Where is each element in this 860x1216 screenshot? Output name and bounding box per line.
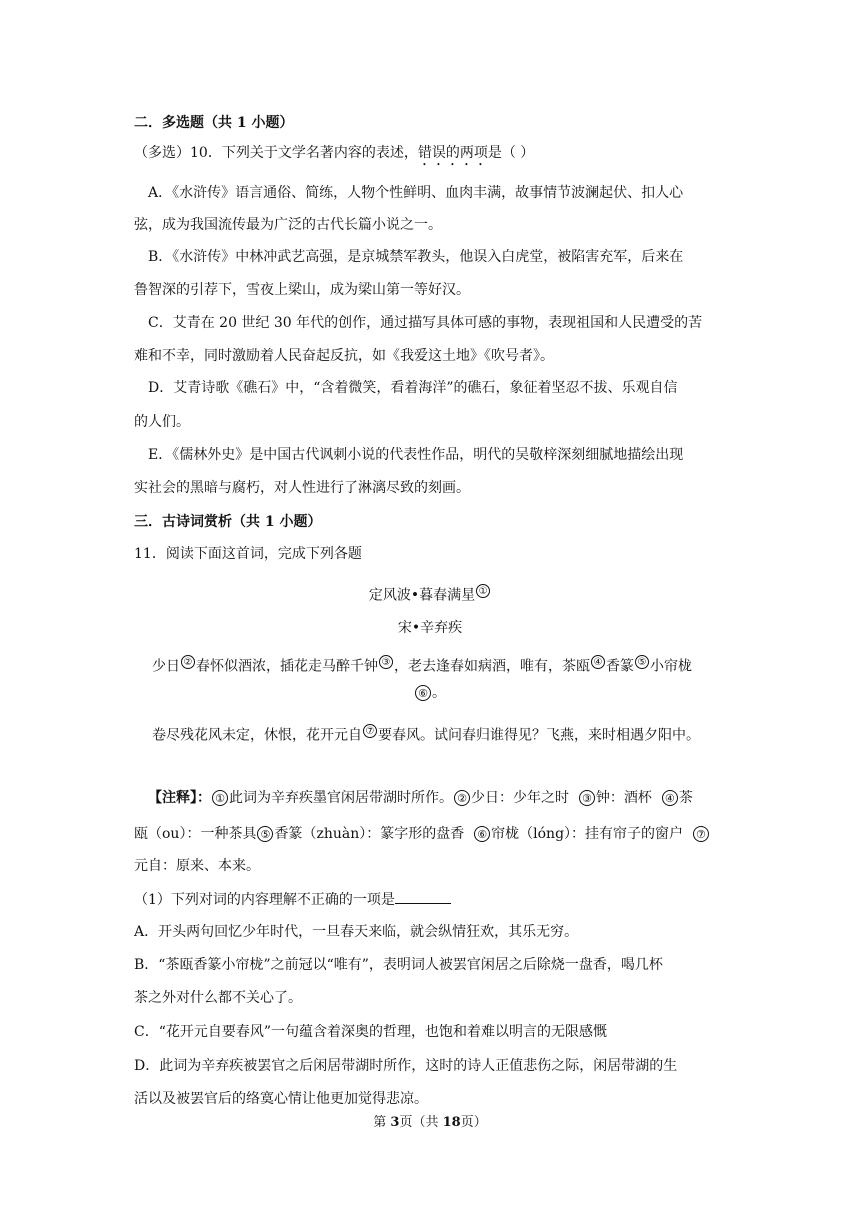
note-4-text-start: 茶 (678, 790, 693, 806)
poem-line-1-period: 。 (432, 685, 446, 701)
notes-label: 【注释】： (148, 790, 211, 806)
option-e-line2: 实社会的黑暗与腐朽，对人性进行了淋漓尽致的刻画。 (134, 480, 470, 496)
poem-line-1 (152, 651, 692, 677)
notes-line-2 (134, 824, 710, 844)
poem-line-1-d: 香篆 (606, 658, 634, 675)
note-2-text: 少日：少年之时 (471, 790, 569, 806)
question-10-stem-suffix: 是（ ） (487, 145, 535, 161)
option-a-line1: A．《水浒传》语言通俗、简练，人物个性鲜明、血肉丰满，故事情节波澜起伏、扣人心 (148, 185, 684, 201)
note-3-text: 钟：酒杯 (595, 790, 652, 806)
option-e-line1: E．《儒林外史》是中国古代讽刺小说的代表性作品，明代的吴敬梓深刻细腻地描绘出现 (148, 447, 684, 463)
note-marker-5: ⑤ (635, 655, 649, 669)
sub1-option-c: C．“花开元自要春风”一句蕴含着深奥的哲理，也饱和着难以明言的无限感慨 (134, 1024, 608, 1040)
question-11-stem: 11．阅读下面这首词，完成下列各题 (134, 546, 362, 562)
note-6-text: 帘栊（lóng）：挂有帘子的窗户 (491, 826, 684, 842)
poem-line-2-a: 卷尽残花风未定，休恨，花开元自 (152, 727, 362, 744)
poem-title (0, 580, 860, 606)
option-a-line2: 弦，成为我国流传最为广泛的古代长篇小说之一。 (134, 217, 442, 233)
sub1-option-b-line1: B．“茶瓯香篆小帘栊”之前冠以“唯有”，表明词人被罢官闲居之后除烧一盘香，喝几杯 (134, 957, 663, 973)
note-5-text: 香篆（zhuàn）：篆字形的盘香 (274, 826, 465, 842)
notes-marker-5: ⑤ (257, 826, 273, 842)
poem-line-1-c: ，老去逢春如病酒，唯有，茶瓯 (394, 658, 590, 675)
question-10-stem (134, 143, 534, 169)
option-d-line1: D．艾青诗歌《礁石》中，“含着微笑，看着海洋”的礁石，象征着坚忍不拔、乐观自信 (148, 380, 678, 396)
notes-line-3: 元自：原来、本来。 (134, 858, 260, 874)
sub1-option-b-line2: 茶之外对什么都不关心了。 (134, 990, 302, 1006)
notes-marker-7: ⑦ (693, 826, 709, 842)
option-b-line2: 鲁智深的引荐下，雪夜上梁山，成为梁山第一等好汉。 (134, 282, 470, 298)
footer-middle: 页（共 (399, 1115, 443, 1130)
poem-author: 宋•辛弃疾 (397, 620, 463, 636)
answer-blank[interactable] (395, 889, 451, 904)
notes-marker-6: ⑥ (474, 826, 490, 842)
notes-marker-1: ① (212, 790, 228, 806)
note-marker-7: ⑦ (363, 724, 377, 738)
notes-line-1 (148, 788, 693, 808)
section-heading-poetry: 三．古诗词赏析（共 1 小题） (134, 514, 322, 530)
poem-line-1-e: 小帘栊 (650, 658, 692, 675)
notes-marker-4: ④ (662, 790, 678, 806)
option-b-line1: B．《水浒传》中林冲武艺高强，是京城禁军教头，他误入白虎堂，被陷害充军，后来在 (148, 249, 684, 265)
option-d-line2: 的人们。 (134, 414, 190, 430)
footer-total-pages: 18 (442, 1115, 461, 1130)
poem-line-2 (152, 720, 700, 746)
sub1-option-a: A．开头两句回忆少年时代，一旦春天来临，就会纵情狂欢，其乐无穷。 (134, 924, 579, 940)
option-c-line1: C．艾青在 20 世纪 30 年代的创作，通过描写具体可感的事物，表现祖国和人民遭受的苦 (148, 315, 703, 331)
note-marker-2: ② (181, 655, 195, 669)
notes-marker-3: ③ (579, 790, 595, 806)
poem-line-1-a: 少日 (152, 658, 180, 675)
sub1-option-d-line2: 活以及被罢官后的络寞心情让他更加觉得悲凉。 (134, 1091, 428, 1107)
poem-line-1-end (0, 683, 860, 703)
poem-title-text: 定风波•暮春满星 (368, 587, 476, 604)
note-marker-6: ⑥ (415, 685, 431, 701)
footer-suffix: 页） (460, 1115, 487, 1130)
note-marker-1: ① (476, 584, 490, 598)
option-c-line2: 难和不幸，同时激励着人民奋起反抗，如《我爱这土地》《吹号者》。 (134, 348, 554, 364)
question-10-emphasis: 错误的两项 (417, 145, 488, 161)
note-marker-3: ③ (379, 655, 393, 669)
note-4-text-end: 瓯（ou）：一种茶具 (134, 826, 257, 842)
sub1-option-d-line1: D．此词为辛弃疾被罢官之后闲居带湖时所作，这时的诗人正值悲伤之际，闲居带湖的生 (134, 1058, 678, 1074)
question-10-stem-prefix: （多选）10．下列关于文学名著内容的表述， (134, 145, 418, 161)
footer-prefix: 第 (373, 1115, 391, 1130)
note-1-text: 此词为辛弃疾墨官闲居带湖时所作。 (229, 790, 453, 806)
poem-line-1-b: 春怀似酒浓，插花走马醉千钟 (196, 658, 378, 675)
footer-page-number: 3 (390, 1115, 400, 1130)
page-footer (0, 1111, 860, 1130)
notes-marker-2: ② (454, 790, 470, 806)
note-marker-4: ④ (591, 655, 605, 669)
sub-question-1-text: （1）下列对词的内容理解不正确的一项是 (134, 892, 395, 908)
poem-line-2-b: 要春风。试问春归谁得见？飞燕，来时相遇夕阳中。 (378, 727, 700, 744)
sub-question-1-stem (134, 889, 451, 910)
section-heading-multiple-choice: 二．多选题（共 1 小题） (134, 115, 294, 131)
